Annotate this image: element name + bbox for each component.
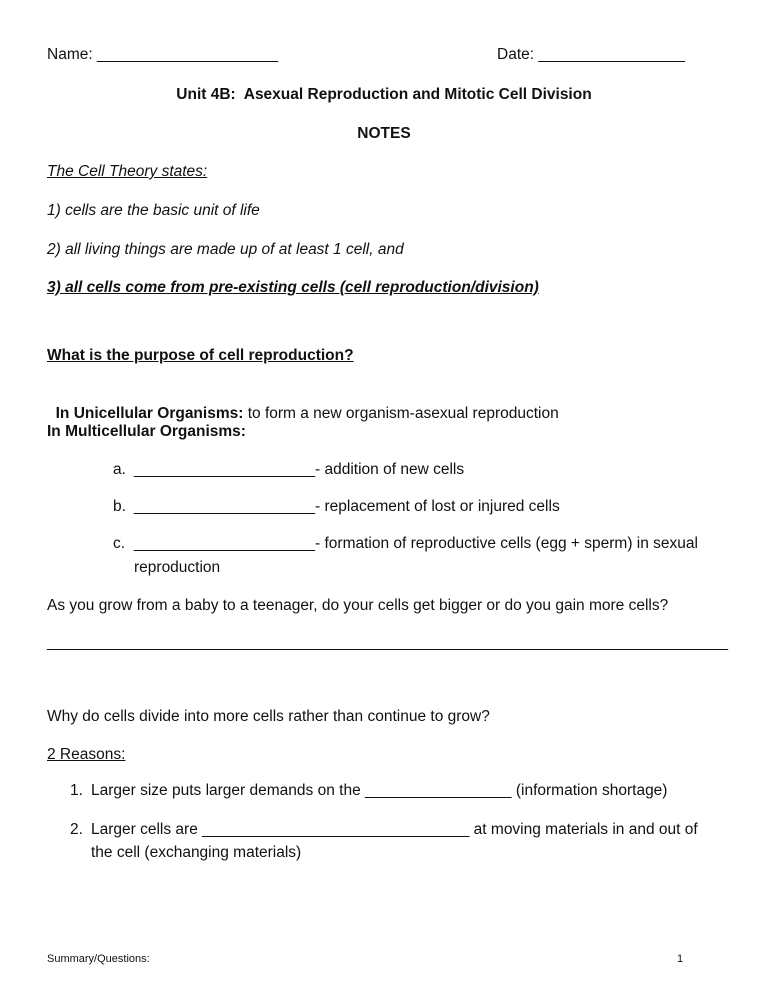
cell-theory-heading: The Cell Theory states:	[47, 163, 208, 180]
footer-summary-label: Summary/Questions:	[47, 953, 150, 965]
list-item-c-marker: c.	[113, 535, 126, 552]
list-item-a-text: _____________________- addition of new cells	[134, 461, 465, 478]
page-title: Unit 4B: Asexual Reproduction and Mitotic Cell Division	[176, 86, 592, 103]
name-field: Name: _____________________	[47, 46, 278, 63]
reasons-heading: 2 Reasons:	[47, 746, 126, 763]
list-item-a-marker: a.	[113, 461, 126, 478]
page-subtitle: NOTES	[357, 125, 411, 142]
unicellular-label: In Unicellular Organisms:	[55, 405, 244, 422]
reason-2-marker: 2.	[70, 821, 83, 838]
list-item-c-text: _____________________- formation of reproductive cells (egg + sperm) in sexual	[134, 535, 698, 552]
cell-theory-point-3: 3) all cells come from pre-existing cells (cell reproduction/division)	[47, 279, 539, 296]
date-field: Date: _________________	[497, 46, 685, 63]
reason-1-text: Larger size puts larger demands on the _________________ (information shortage)	[91, 782, 668, 799]
reason-2-text: Larger cells are _______________________________ at moving materials in and out of	[91, 821, 698, 838]
unicellular-text: to form a new organism-asexual reproduction	[243, 405, 559, 422]
list-item-b-text: _____________________- replacement of lost or injured cells	[134, 498, 560, 515]
reason-2-continuation: the cell (exchanging materials)	[91, 844, 302, 861]
list-item-b-marker: b.	[113, 498, 126, 515]
unicellular-line	[47, 384, 559, 424]
purpose-heading: What is the purpose of cell reproduction?	[47, 347, 354, 364]
growth-answer-line: _______________________________________________________________________________	[47, 634, 729, 651]
list-item-c-continuation: reproduction	[134, 559, 221, 576]
reason-1-marker: 1.	[70, 782, 83, 799]
division-question: Why do cells divide into more cells rather than continue to grow?	[47, 708, 490, 725]
growth-question: As you grow from a baby to a teenager, do your cells get bigger or do you gain more cells?	[47, 597, 669, 614]
page-number: 1	[677, 953, 684, 965]
cell-theory-point-1: 1) cells are the basic unit of life	[47, 202, 260, 219]
multicellular-label: In Multicellular Organisms:	[47, 423, 246, 440]
cell-theory-point-2: 2) all living things are made up of at least 1 cell, and	[47, 241, 404, 258]
